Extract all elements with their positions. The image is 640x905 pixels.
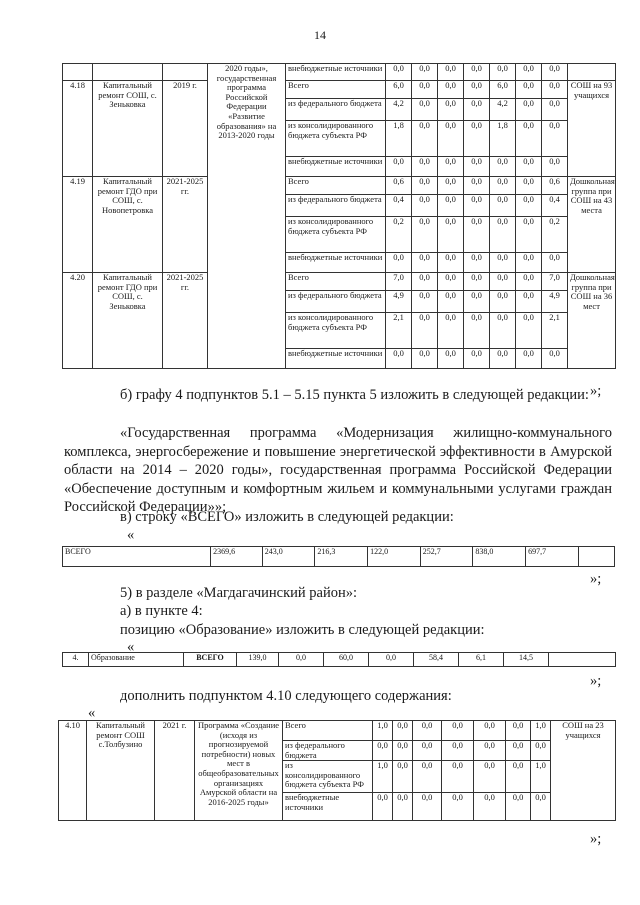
cell-result: СОШ на 93 учащихся <box>568 81 616 177</box>
cell-source: внебюджетные источники <box>286 157 386 177</box>
cell-value: 0,0 <box>413 761 442 793</box>
cell-value: 0,0 <box>490 177 516 195</box>
cell-source: из консолидированного бюджета субъекта РФ <box>286 121 386 157</box>
table-row <box>63 177 616 195</box>
table-row <box>59 721 616 741</box>
cell-name: Капитальный ремонт ГДО при СОШ, с. Зеньковка <box>93 273 163 369</box>
cell-value: 0,0 <box>438 99 464 121</box>
cell-name: Капитальный ремонт СОШ, с. Зеньковка <box>93 81 163 177</box>
cell-value: 4,9 <box>386 291 412 313</box>
cell-source: внебюджетные источники <box>283 793 373 821</box>
cell-value: 0,0 <box>442 793 474 821</box>
cell-value: 0,0 <box>442 721 474 741</box>
cell-value: 0,0 <box>516 291 542 313</box>
cell-value: 0,0 <box>464 195 490 217</box>
paragraph-5: 5) в разделе «Магдагачинский район»: <box>120 585 358 601</box>
cell-value: 1,8 <box>386 121 412 157</box>
opening-quote-3: « <box>88 705 96 721</box>
cell-value: 0,0 <box>412 273 438 291</box>
cell-value: 0,0 <box>490 313 516 349</box>
cell-value: 0,0 <box>474 741 506 761</box>
cell-period: 2019 г. <box>163 81 208 177</box>
cell-value: 0,0 <box>542 64 568 81</box>
cell-value: 0,0 <box>413 793 442 821</box>
cell-source: из консолидированного бюджета субъекта РФ <box>286 313 386 349</box>
paragraph-add: дополнить подпунктом 4.10 следующего содержания: <box>120 688 452 704</box>
table-row <box>63 273 616 291</box>
cell-value: 0,0 <box>474 761 506 793</box>
cell-value: 0,0 <box>542 81 568 99</box>
objects-table <box>62 63 616 369</box>
cell-value: 4,2 <box>386 99 412 121</box>
vsego-value: 252,7 <box>420 547 473 567</box>
cell-value: 0,0 <box>490 217 516 253</box>
item-4-10-table <box>58 720 616 821</box>
cell-period: 2021-2025 гг. <box>163 273 208 369</box>
closing-quote-4: »; <box>590 831 602 847</box>
cell-value: 0,0 <box>531 793 551 821</box>
cell-value: 0,0 <box>474 721 506 741</box>
cell-value: 0,0 <box>516 253 542 273</box>
vsego-value: 838,0 <box>473 547 526 567</box>
cell-value: 0,0 <box>386 349 412 369</box>
cell-value: 1,8 <box>490 121 516 157</box>
cell-source: из консолидированного бюджета субъекта РФ <box>283 761 373 793</box>
paragraph-a: а) в пункте 4: <box>120 603 203 619</box>
cell-value: 1,0 <box>373 761 393 793</box>
cell-value: 0,0 <box>490 253 516 273</box>
obrazovanie-empty <box>549 653 616 667</box>
vsego-label: ВСЕГО <box>63 547 211 567</box>
cell-source: из федерального бюджета <box>286 291 386 313</box>
cell-value: 2,1 <box>542 313 568 349</box>
cell-value: 0,0 <box>516 177 542 195</box>
cell-value: 0,0 <box>516 99 542 121</box>
cell-value: 0,0 <box>506 761 531 793</box>
cell-value: 0,0 <box>438 291 464 313</box>
cell-name: Капитальный ремонт ГДО при СОШ, с. Новопетровка <box>93 177 163 273</box>
cell-value: 0,0 <box>442 761 474 793</box>
cell-value: 0,0 <box>490 291 516 313</box>
vsego-value: 243,0 <box>262 547 315 567</box>
obrazovanie-value: 0,0 <box>279 653 324 667</box>
cell-value: 0,0 <box>412 313 438 349</box>
cell-value: 0,0 <box>464 253 490 273</box>
cell-value: 0,0 <box>373 741 393 761</box>
cell-value: 0,0 <box>516 81 542 99</box>
cell-value: 0,0 <box>464 121 490 157</box>
cell-value: 0,0 <box>393 741 413 761</box>
cell-value: 0,0 <box>464 64 490 81</box>
cell-value: 4,9 <box>542 291 568 313</box>
cell-source: Всего <box>283 721 373 741</box>
cell-value: 0,0 <box>393 761 413 793</box>
cell-value: 6,0 <box>490 81 516 99</box>
cell-value: 0,0 <box>438 349 464 369</box>
vsego-value: 2369,6 <box>211 547 263 567</box>
page-number: 14 <box>314 28 326 42</box>
cell-value: 0,0 <box>516 273 542 291</box>
cell-result: СОШ на 23 учащихся <box>551 721 616 821</box>
cell-source: из федерального бюджета <box>286 99 386 121</box>
cell-value: 0,0 <box>516 64 542 81</box>
cell-value: 0,0 <box>506 793 531 821</box>
cell-period <box>163 64 208 81</box>
cell-value: 0,4 <box>542 195 568 217</box>
cell-value: 0,0 <box>464 177 490 195</box>
closing-quote-1: »; <box>590 383 602 399</box>
vsego-table <box>62 546 615 567</box>
cell-value: 0,0 <box>438 273 464 291</box>
cell-source: Всего <box>286 273 386 291</box>
cell-period: 2021 г. <box>155 721 195 821</box>
cell-value: 0,0 <box>490 349 516 369</box>
paragraph-v: в) строку «ВСЕГО» изложить в следующей редакции: <box>120 509 454 525</box>
cell-result: Дошкольная группа при СОШ на 36 мест <box>568 273 616 369</box>
cell-value: 0,0 <box>490 195 516 217</box>
cell-value: 0,0 <box>412 157 438 177</box>
cell-value: 0,0 <box>490 157 516 177</box>
cell-value: 0,0 <box>412 217 438 253</box>
cell-value: 0,0 <box>386 157 412 177</box>
cell-value: 0,0 <box>412 349 438 369</box>
cell-value: 0,6 <box>386 177 412 195</box>
cell-program: 2020 годы», государственная программа Российской Федерации «Развитие образования» на 2013-2020 годы <box>208 64 286 369</box>
obrazovanie-value: 139,0 <box>237 653 279 667</box>
cell-value: 0,0 <box>542 99 568 121</box>
cell-value: 7,0 <box>386 273 412 291</box>
cell-num: 4.20 <box>63 273 93 369</box>
cell-value: 0,6 <box>542 177 568 195</box>
cell-value: 0,0 <box>386 253 412 273</box>
cell-source: Всего <box>286 81 386 99</box>
cell-value: 0,0 <box>464 217 490 253</box>
cell-value: 0,0 <box>442 741 474 761</box>
cell-source: из федерального бюджета <box>286 195 386 217</box>
paragraph-quote: «Государственная программа «Модернизация жилищно-коммунального комплекса, энергосбережение и повышение энергетической эффективности в Амурской области на 2014 – 2020 годы», государственная программа Российской Федерации «Обеспечение доступным и комфортным жильем и коммунальными услугами граждан Российской Федерации»»; <box>64 425 612 515</box>
cell-num: 4.19 <box>63 177 93 273</box>
cell-value: 0,0 <box>474 793 506 821</box>
obrazovanie-value: 58,4 <box>414 653 459 667</box>
cell-value: 0,0 <box>386 64 412 81</box>
cell-value: 4,2 <box>490 99 516 121</box>
cell-value: 0,0 <box>438 313 464 349</box>
vsego-value: 122,0 <box>368 547 421 567</box>
cell-source: внебюджетные источники <box>286 64 386 81</box>
obrazovanie-table <box>62 652 616 667</box>
cell-value: 0,0 <box>542 349 568 369</box>
cell-value: 0,4 <box>386 195 412 217</box>
cell-value: 0,0 <box>413 741 442 761</box>
cell-value: 0,0 <box>464 273 490 291</box>
cell-value: 0,0 <box>516 121 542 157</box>
cell-value: 0,0 <box>542 157 568 177</box>
cell-value: 0,0 <box>393 793 413 821</box>
cell-source: из федерального бюджета <box>283 741 373 761</box>
opening-quote-2: « <box>127 639 135 655</box>
obrazovanie-value: 14,5 <box>504 653 549 667</box>
cell-value: 0,0 <box>506 741 531 761</box>
cell-source: из консолидированного бюджета субъекта РФ <box>286 217 386 253</box>
cell-value: 0,0 <box>464 349 490 369</box>
cell-value: 0,0 <box>464 291 490 313</box>
cell-value: 0,0 <box>464 99 490 121</box>
cell-value: 0,0 <box>438 217 464 253</box>
cell-source: Всего <box>286 177 386 195</box>
cell-value: 0,0 <box>412 99 438 121</box>
cell-value: 0,0 <box>412 64 438 81</box>
paragraph-position: позицию «Образование» изложить в следующей редакции: <box>120 622 485 638</box>
cell-value: 0,2 <box>542 217 568 253</box>
cell-num <box>63 64 93 81</box>
cell-value: 0,0 <box>464 157 490 177</box>
cell-value: 0,0 <box>438 81 464 99</box>
paragraph-b: б) графу 4 подпунктов 5.1 – 5.15 пункта 5 изложить в следующей редакции: <box>120 387 589 403</box>
obrazovanie-value: 0,0 <box>369 653 414 667</box>
cell-value: 0,0 <box>542 121 568 157</box>
cell-program: Программа «Создание (исходя из прогнозируемой потребности) новых мест в общеобразовательных организациях Амурской области на 2016-2025 годы» <box>195 721 283 821</box>
cell-value: 0,0 <box>490 64 516 81</box>
cell-value: 0,0 <box>412 121 438 157</box>
cell-value: 0,0 <box>516 195 542 217</box>
vsego-value: 216,3 <box>315 547 368 567</box>
vsego-empty <box>578 547 614 567</box>
table-row <box>63 81 616 99</box>
obrazovanie-num: 4. <box>63 653 89 667</box>
obrazovanie-value: 60,0 <box>324 653 369 667</box>
cell-value: 0,0 <box>412 253 438 273</box>
cell-value: 0,0 <box>412 195 438 217</box>
cell-num: 4.18 <box>63 81 93 177</box>
obrazovanie-value: 6,1 <box>459 653 504 667</box>
obrazovanie-label: Образование <box>89 653 184 667</box>
cell-source: внебюджетные источники <box>286 349 386 369</box>
cell-value: 0,0 <box>464 313 490 349</box>
cell-value: 0,0 <box>438 195 464 217</box>
cell-num: 4.10 <box>59 721 87 821</box>
cell-value: 6,0 <box>386 81 412 99</box>
cell-name <box>93 64 163 81</box>
cell-value: 0,0 <box>516 313 542 349</box>
cell-value: 0,0 <box>438 177 464 195</box>
cell-value: 7,0 <box>542 273 568 291</box>
closing-quote-2: »; <box>590 571 602 587</box>
cell-value: 1,0 <box>373 721 393 741</box>
cell-value: 2,1 <box>386 313 412 349</box>
opening-quote-1: « <box>127 527 135 543</box>
closing-quote-3: »; <box>590 673 602 689</box>
obrazovanie-vsego: ВСЕГО <box>184 653 237 667</box>
cell-period: 2021-2025 гг. <box>163 177 208 273</box>
cell-value: 0,0 <box>393 721 413 741</box>
cell-result: Дошкольная группа при СОШ на 43 места <box>568 177 616 273</box>
cell-value: 0,0 <box>516 349 542 369</box>
cell-value: 0,0 <box>373 793 393 821</box>
cell-value: 0,0 <box>516 217 542 253</box>
cell-value: 0,0 <box>490 273 516 291</box>
cell-name: Капитальный ремонт СОШ с.Толбузино <box>87 721 155 821</box>
cell-source: внебюджетные источники <box>286 253 386 273</box>
cell-value: 0,0 <box>464 81 490 99</box>
cell-value: 0,0 <box>412 177 438 195</box>
cell-value: 0,2 <box>386 217 412 253</box>
cell-value: 0,0 <box>516 157 542 177</box>
cell-value: 1,0 <box>531 721 551 741</box>
cell-value: 0,0 <box>412 81 438 99</box>
cell-value: 0,0 <box>542 253 568 273</box>
cell-value: 0,0 <box>506 721 531 741</box>
cell-value: 0,0 <box>438 64 464 81</box>
cell-value: 0,0 <box>438 157 464 177</box>
cell-value: 0,0 <box>412 291 438 313</box>
vsego-value: 697,7 <box>526 547 579 567</box>
cell-value: 0,0 <box>531 741 551 761</box>
cell-value: 1,0 <box>531 761 551 793</box>
cell-value: 0,0 <box>438 121 464 157</box>
cell-value: 0,0 <box>438 253 464 273</box>
cell-value: 0,0 <box>413 721 442 741</box>
table-row <box>63 64 616 81</box>
cell-result <box>568 64 616 81</box>
